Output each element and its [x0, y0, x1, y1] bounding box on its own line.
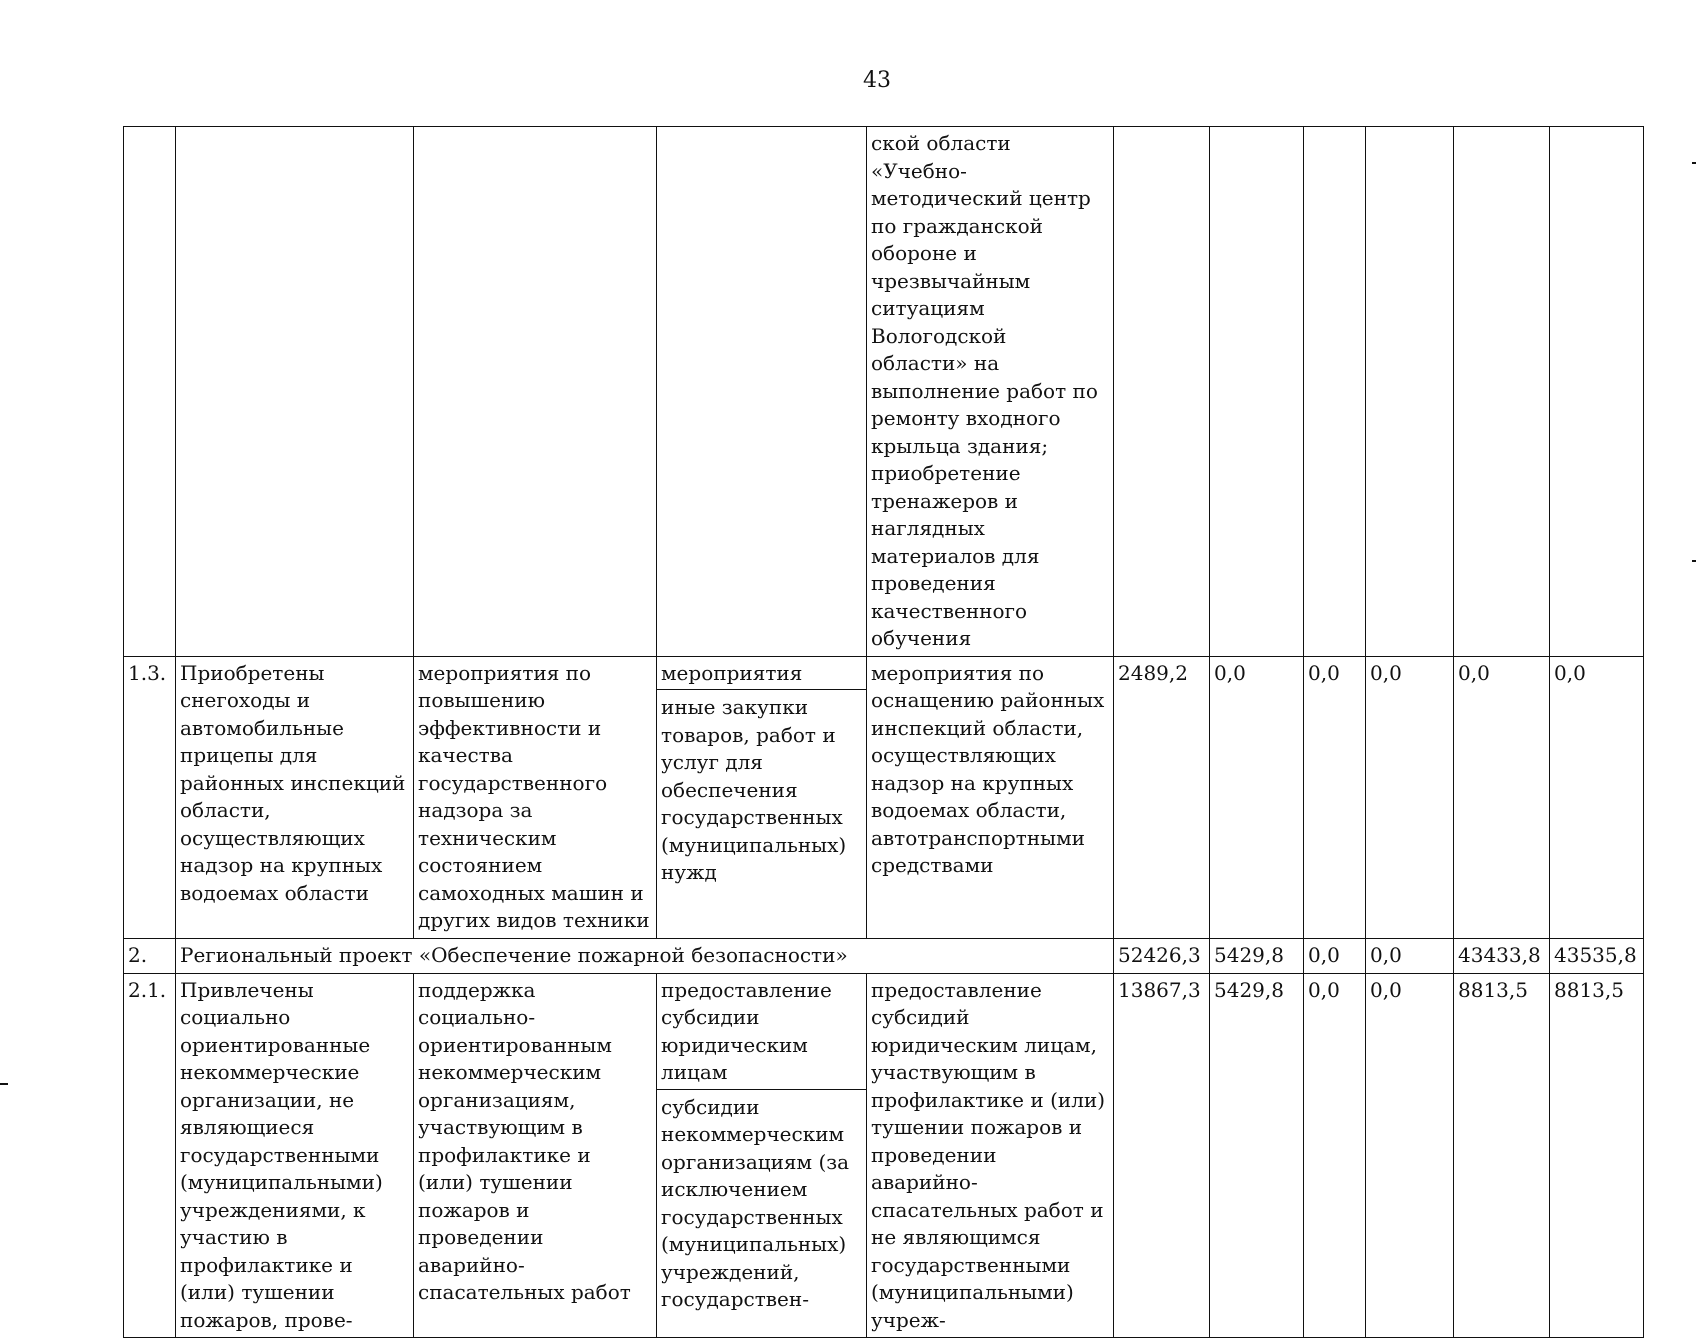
measure-cell: мероприятия по повышению эффективности и качества государственного надзора за техническим состоянием самоходных машин и других видов техники	[414, 656, 657, 938]
value-cell	[1210, 127, 1304, 657]
value-cell: 43433,8	[1454, 938, 1550, 973]
description-cell: ской области «Учебно-методический центр по гражданской обороне и чрезвычайным ситуациям Вологодской области» на выполнение работ по ремонту входного крыльца здания; приобретение тренажеров и наглядных материалов для проведения качественного обучения	[867, 127, 1114, 657]
description-cell: предоставление субсидий юридическим лицам, участвующим в профилактике и (или) тушении пожаров и проведении аварийно-спасательных работ и не являющимся государственными (муниципальными) учреж-	[867, 973, 1114, 1338]
value-cell: 0,0	[1304, 973, 1366, 1338]
page-number: 43	[863, 68, 891, 93]
value-cell: 0,0	[1210, 656, 1304, 938]
table-row	[124, 973, 1644, 1338]
description-cell: мероприятия по оснащению районных инспекций области, осуществляющих надзор на крупных водоемах области, автотранспортными средствами	[867, 656, 1114, 938]
scan-mark	[1692, 162, 1696, 164]
value-cell: 0,0	[1550, 656, 1644, 938]
value-cell	[1454, 127, 1550, 657]
expense-type-secondary: иные закупки товаров, работ и услуг для обеспечения государственных (муниципальных) нужд	[661, 695, 847, 884]
value-cell	[1366, 127, 1454, 657]
row-number: 2.1.	[124, 973, 176, 1338]
scan-mark	[0, 1083, 8, 1085]
scan-mark	[1692, 560, 1696, 562]
row-number	[124, 127, 176, 657]
measure-cell	[414, 127, 657, 657]
expense-type-primary: предоставление субсидии юридическим лицам	[657, 977, 866, 1090]
section-row	[124, 938, 1644, 973]
table-row	[124, 656, 1644, 938]
value-cell: 5429,8	[1210, 973, 1304, 1338]
result-cell: Приобретены снегоходы и автомобильные прицепы для районных инспекций области, осуществляющих надзор на крупных водоемах области	[176, 656, 414, 938]
value-cell: 0,0	[1304, 656, 1366, 938]
value-cell: 52426,3	[1114, 938, 1210, 973]
row-number: 2.	[124, 938, 176, 973]
value-cell: 2489,2	[1114, 656, 1210, 938]
value-cell	[1114, 127, 1210, 657]
value-cell: 8813,5	[1454, 973, 1550, 1338]
value-cell: 0,0	[1366, 656, 1454, 938]
result-cell	[176, 127, 414, 657]
value-cell: 13867,3	[1114, 973, 1210, 1338]
program-table	[123, 126, 1644, 1338]
table-row	[124, 127, 1644, 657]
value-cell	[1550, 127, 1644, 657]
expense-type-cell	[657, 656, 867, 938]
value-cell: 0,0	[1366, 973, 1454, 1338]
expense-type-cell	[657, 127, 867, 657]
value-cell: 0,0	[1304, 938, 1366, 973]
row-number: 1.3.	[124, 656, 176, 938]
section-title: Региональный проект «Обеспечение пожарной безопасности»	[176, 938, 1114, 973]
expense-type-primary: мероприятия	[657, 660, 866, 691]
value-cell	[1304, 127, 1366, 657]
value-cell: 5429,8	[1210, 938, 1304, 973]
expense-type-cell	[657, 973, 867, 1338]
measure-cell: поддержка социально-ориентированным некоммерческим организациям, участвующим в профилактике и (или) тушении пожаров и проведении аварийно-спасательных работ	[414, 973, 657, 1338]
result-cell: Привлечены социально ориентированные некоммерческие организации, не являющиеся государственными (муниципальными) учреждениями, к участию в профилактике и (или) тушении пожаров, прове-	[176, 973, 414, 1338]
value-cell: 0,0	[1366, 938, 1454, 973]
value-cell: 43535,8	[1550, 938, 1644, 973]
expense-type-secondary: субсидии некоммерческим организациям (за исключением государственных (муниципальных) учреждений, государствен-	[661, 1094, 850, 1311]
value-cell: 8813,5	[1550, 973, 1644, 1338]
value-cell: 0,0	[1454, 656, 1550, 938]
